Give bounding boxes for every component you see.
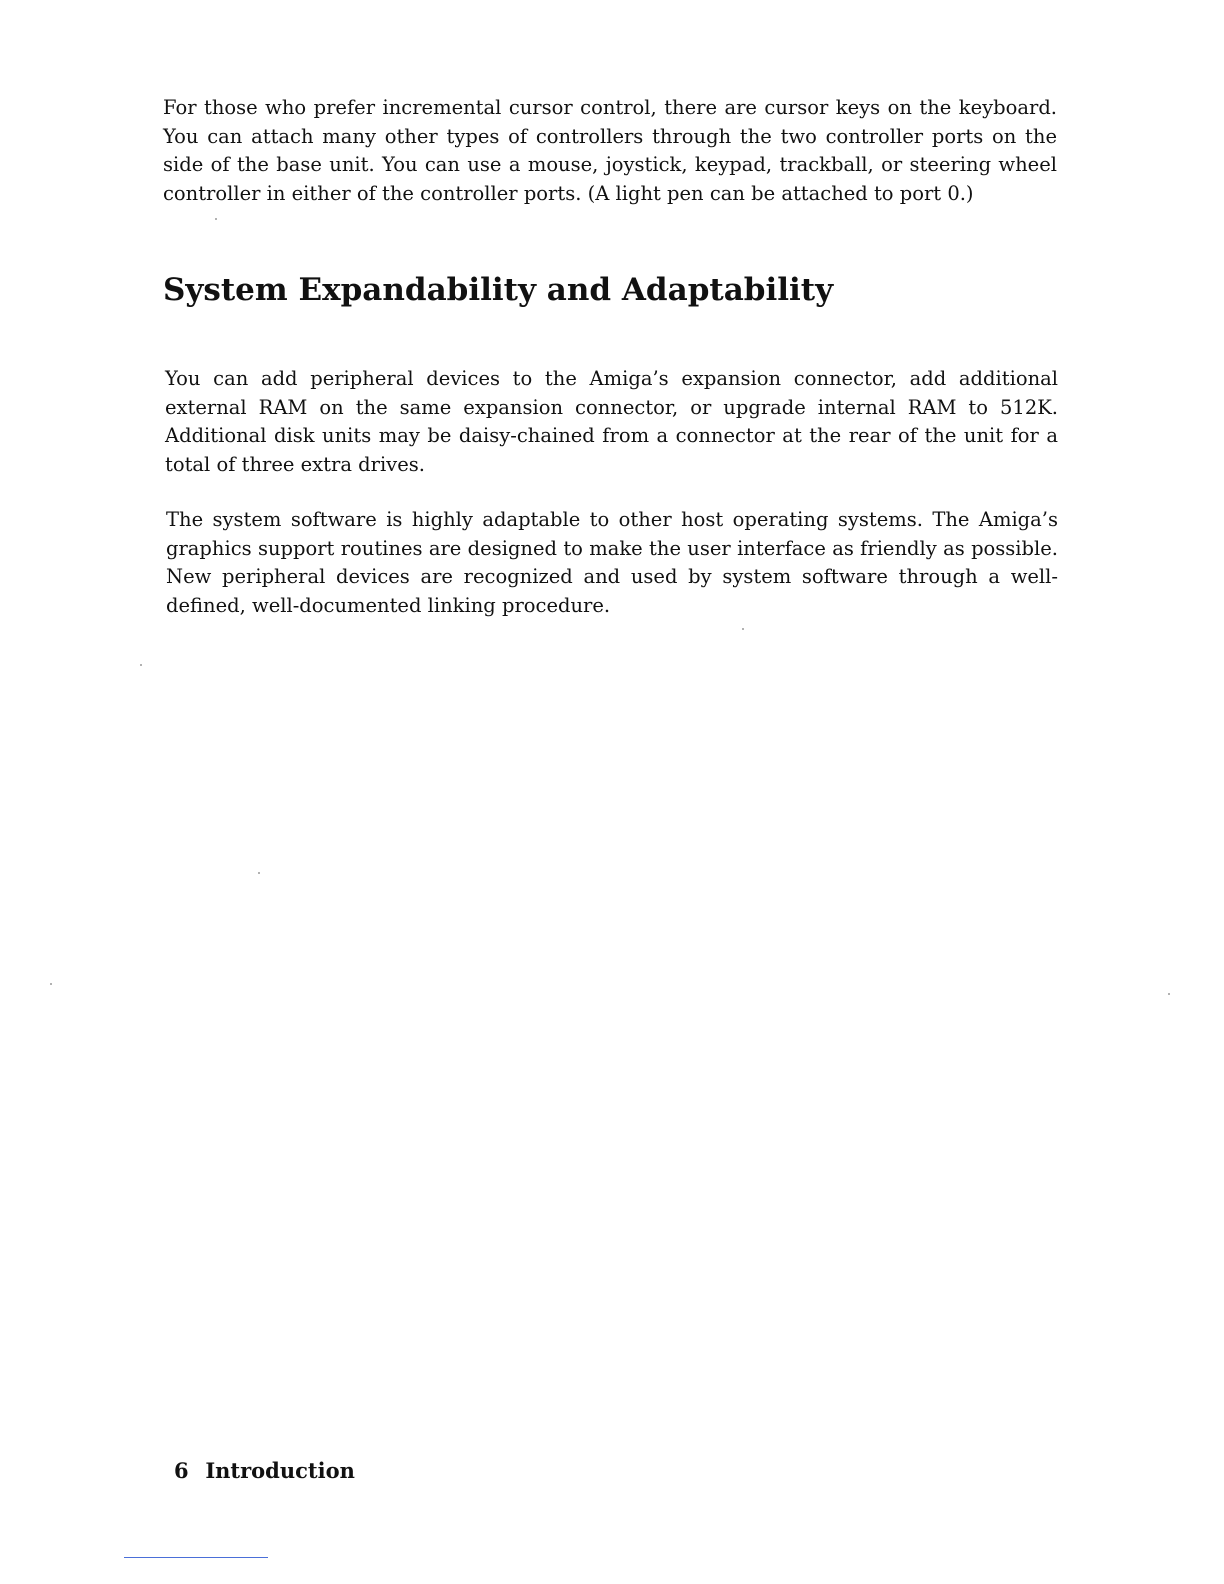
scan-speck xyxy=(50,983,52,985)
scan-edge-line xyxy=(124,1557,268,1558)
paragraph-expansion: You can add peripheral devices to the Amiga’s expansion connector, add additional external RAM on the same expansion connector, or upgrade internal RAM to 512K. Additional disk units may be daisy-chained from a connector at the rear of the unit for a total of three extra drives. xyxy=(165,367,1058,476)
scan-speck xyxy=(1168,993,1170,995)
page-number: 6 xyxy=(174,1458,189,1483)
scan-speck xyxy=(215,218,217,220)
scan-speck xyxy=(140,664,142,666)
scan-speck xyxy=(258,872,260,874)
page-footer xyxy=(174,1456,355,1486)
section-heading: System Expandability and Adaptability xyxy=(163,272,834,308)
paragraph-software: The system software is highly adaptable to other host operating systems. The Amiga’s graphics support routines are designed to make the user interface as friendly as possible. New peripheral devices are recognized and used by system software through a well-defined, well-documented linking procedure. xyxy=(166,508,1058,617)
scan-speck xyxy=(742,628,744,630)
paragraph-controllers: For those who prefer incremental cursor control, there are cursor keys on the keyboard. You can attach many other types of controllers through the two controller ports on the side of the base unit. You can use a mouse, joystick, keypad, trackball, or steering wheel controller in either of the controller ports. (A light pen can be attached to port 0.) xyxy=(163,96,1057,205)
footer-section-label: Introduction xyxy=(205,1458,355,1483)
